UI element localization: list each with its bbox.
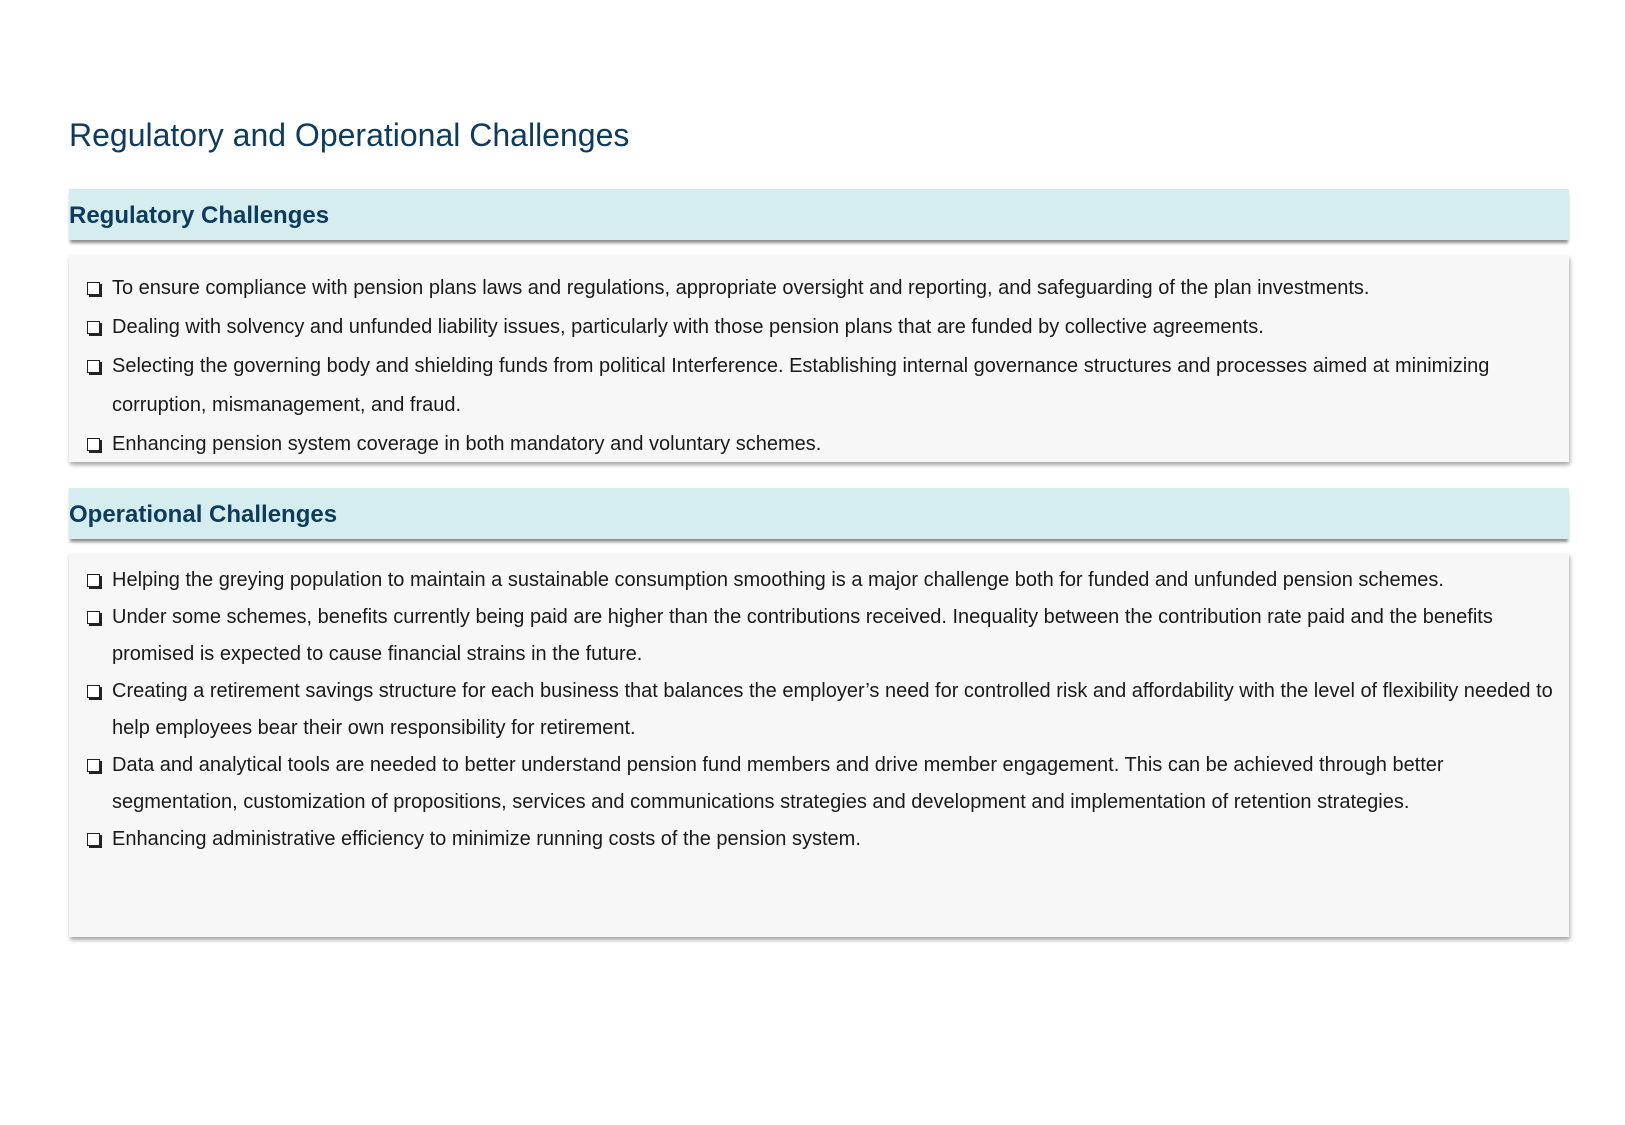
list-item-text: Creating a retirement savings structure for each business that balances the employer’s need for controlled risk and affordability with the level of flexibility needed to help employees bear their own responsibility for retirement. bbox=[112, 680, 1553, 739]
checkbox-square-icon bbox=[87, 574, 100, 587]
list-item bbox=[69, 821, 1569, 858]
section-body-regulatory bbox=[69, 255, 1569, 462]
checkbox-square-icon bbox=[87, 282, 100, 295]
list-item-text: Selecting the governing body and shielding funds from political Interference. Establishing internal governance structures and processes aimed at minimizing corruption, mismanagement, and fraud. bbox=[112, 355, 1490, 416]
list-item bbox=[69, 425, 1569, 464]
section-heading: Operational Challenges bbox=[69, 501, 338, 528]
list-item-text: Enhancing administrative efficiency to minimize running costs of the pension system. bbox=[112, 828, 861, 850]
section-header-regulatory bbox=[69, 189, 1569, 240]
list-item-text: Helping the greying population to maintain a sustainable consumption smoothing is a major challenge both for funded and unfunded pension schemes. bbox=[112, 569, 1444, 591]
list-item-text: Under some schemes, benefits currently being paid are higher than the contributions received. Inequality between the contribution rate paid and the benefits promised is expected to cause financial strains in the future. bbox=[112, 606, 1493, 665]
section-heading: Regulatory Challenges bbox=[69, 202, 330, 229]
list-item bbox=[69, 347, 1569, 425]
checkbox-square-icon bbox=[87, 685, 100, 698]
checkbox-square-icon bbox=[87, 321, 100, 334]
list-item bbox=[69, 747, 1569, 821]
checkbox-square-icon bbox=[87, 360, 100, 373]
bullet-list bbox=[69, 553, 1569, 858]
list-item bbox=[69, 308, 1569, 347]
list-item-text: To ensure compliance with pension plans laws and regulations, appropriate oversight and reporting, and safeguarding of the plan investments. bbox=[112, 277, 1370, 299]
page-title: Regulatory and Operational Challenges bbox=[69, 117, 630, 153]
list-item bbox=[69, 269, 1569, 308]
section-header-operational bbox=[69, 488, 1569, 539]
checkbox-square-icon bbox=[87, 611, 100, 624]
list-item-text: Enhancing pension system coverage in both mandatory and voluntary schemes. bbox=[112, 433, 822, 455]
checkbox-square-icon bbox=[87, 759, 100, 772]
bullet-list bbox=[69, 255, 1569, 464]
list-item-text: Dealing with solvency and unfunded liability issues, particularly with those pension plans that are funded by collective agreements. bbox=[112, 316, 1264, 338]
list-item-text: Data and analytical tools are needed to better understand pension fund members and drive member engagement. This can be achieved through better segmentation, customization of propositions, services and communications strategies and development and implementation of retention strategies. bbox=[112, 754, 1444, 813]
list-item bbox=[69, 562, 1569, 599]
checkbox-square-icon bbox=[87, 833, 100, 846]
checkbox-square-icon bbox=[87, 438, 100, 451]
list-item bbox=[69, 673, 1569, 747]
section-body-operational bbox=[69, 553, 1569, 937]
list-item bbox=[69, 599, 1569, 673]
